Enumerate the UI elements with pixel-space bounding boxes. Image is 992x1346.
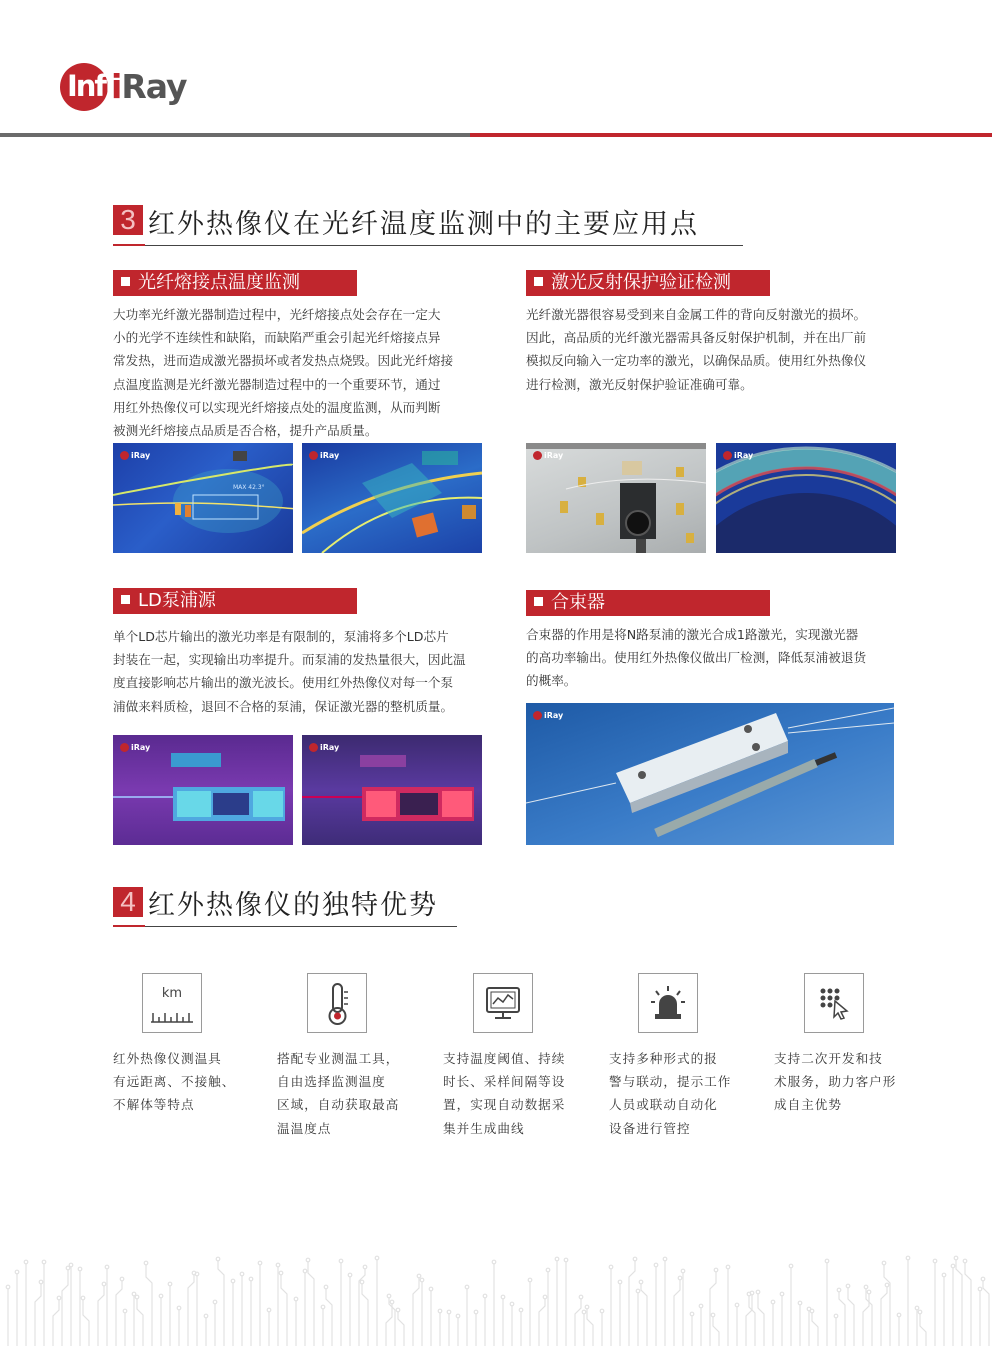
fusion-thermal-image-2	[302, 443, 482, 553]
text-line: 模拟反向输入一定功率的激光，以确保品质。使用红外热像仪	[526, 353, 867, 369]
text-line: 因此，高品质的光纤激光器需具备反射保护机制，并在出厂前	[526, 330, 867, 346]
text-line: 支持二次开发和技	[774, 1051, 883, 1066]
text-line: 封装在一起，实现输出功率提升。而泵浦的发热量很大，因此温	[113, 652, 466, 668]
ld-pump-thermal-image-1	[113, 735, 293, 845]
fusion-thermal-image-1	[113, 443, 293, 553]
max-temp-label: MAX 42.3°	[233, 484, 265, 491]
text-line: 浦做来料质检，退回不合格的泵浦，保证激光器的整机质量。	[113, 698, 454, 714]
text-line: 合束器的作用是将N路泵浦的激光合成1路激光，实现激光器	[526, 627, 859, 642]
feature-3-text	[443, 1047, 583, 1140]
text-line: 集并生成曲线	[443, 1120, 525, 1136]
fusion-heading-text: 光纤熔接点温度监测	[138, 272, 300, 293]
text-line: 有远距离、不接触、	[113, 1074, 236, 1090]
section-4-underline-accent	[113, 925, 145, 927]
feature-2-text	[277, 1047, 417, 1140]
text-line: 支持温度阈值、持续	[443, 1051, 566, 1066]
logo-prefix: Infi	[67, 69, 113, 103]
alarm-light-icon	[638, 973, 698, 1033]
text-line: 大功率光纤激光器制造过程中，光纤熔接点处会存在一定大	[113, 307, 441, 322]
fusion-heading	[113, 270, 357, 296]
feature-1-text	[113, 1047, 253, 1117]
logo-suffix: Ray	[121, 67, 187, 106]
text-line: 常发热，进而造成激光器损坏或者发热点烧毁。因此光纤熔接	[113, 353, 454, 369]
ld-pump-heading	[113, 588, 357, 614]
section-4-number: 4	[113, 887, 143, 917]
logo-mark	[60, 63, 113, 111]
text-line: 警与联动，提示工作	[609, 1074, 732, 1090]
text-line: 光纤激光器很容易受到来自金属工件的背向反射激光的损坏。	[526, 307, 867, 322]
combiner-photo	[526, 703, 894, 845]
section-3-number: 3	[113, 205, 143, 235]
text-line: 的高功率输出。使用红外热像仪做出厂检测，降低泵浦被退货	[526, 650, 867, 666]
section-3-underline-accent	[113, 244, 145, 246]
reflection-thermal-image	[716, 443, 896, 553]
feature-4-text	[609, 1047, 749, 1140]
section-4-title: 红外热像仪的独特优势	[148, 890, 438, 921]
text-line: 的概率。	[526, 673, 577, 689]
reflection-photo-1	[526, 443, 706, 553]
text-line: 不解体等特点	[113, 1097, 195, 1113]
monitor-chart-icon	[473, 973, 533, 1033]
distance-unit-label: km	[161, 986, 183, 1001]
image-watermark: iRay	[533, 711, 563, 720]
text-line: 被测光纤熔接点品质是否合格，提升产品质量。	[113, 423, 378, 439]
ld-pump-thermal-image-2	[302, 735, 482, 845]
ld-pump-paragraph	[113, 625, 483, 718]
text-line: 自由选择监测温度	[277, 1074, 386, 1090]
combiner-paragraph	[526, 623, 898, 693]
thermometer-icon	[307, 973, 367, 1033]
text-line: 人员或联动自动化	[609, 1097, 718, 1113]
distance-ruler-icon	[142, 973, 202, 1033]
text-line: 红外热像仪测温具	[113, 1051, 222, 1066]
text-line: 成自主优势	[774, 1097, 842, 1113]
text-line: 区域，自动获取最高	[277, 1097, 400, 1113]
fusion-paragraph	[113, 303, 483, 442]
header-rule-gray	[0, 133, 470, 137]
text-line: 小的光学不连续性和缺陷，而缺陷严重会引起光纤熔接点异	[113, 330, 441, 346]
image-watermark: iRay	[120, 743, 150, 752]
text-line: 搭配专业测温工具，	[277, 1051, 400, 1066]
text-line: 温温度点	[277, 1120, 332, 1136]
text-line: 度直接影响芯片输出的激光波长。使用红外热像仪对每一个泵	[113, 675, 454, 691]
feature-5-text	[774, 1047, 914, 1117]
brand-logo	[60, 58, 210, 116]
header-rule-red	[470, 133, 992, 137]
image-watermark: iRay	[533, 451, 563, 460]
reflection-heading	[526, 270, 770, 296]
text-line: 用红外热像仪可以实现光纤熔接点处的温度监测，从而判断	[113, 399, 441, 415]
text-line: 支持多种形式的报	[609, 1051, 718, 1066]
ld-pump-heading-text: LD泵浦源	[138, 590, 216, 611]
text-line: 设备进行管控	[609, 1120, 691, 1136]
reflection-paragraph	[526, 303, 898, 396]
combiner-heading	[526, 590, 770, 616]
text-line: 时长、采样间隔等设	[443, 1074, 566, 1090]
reflection-heading-text: 激光反射保护验证检测	[551, 272, 731, 293]
text-line: 置，实现自动数据采	[443, 1097, 566, 1113]
section-3-title: 红外热像仪在光纤温度监测中的主要应用点	[148, 209, 699, 240]
circuit-decoration	[0, 1250, 992, 1346]
logo-wordmark: iRay	[111, 67, 187, 106]
image-watermark: iRay	[309, 743, 339, 752]
section-3-underline	[145, 245, 743, 246]
text-line: 进行检测，激光反射保护验证准确可靠。	[526, 376, 753, 392]
image-watermark: iRay	[723, 451, 753, 460]
combiner-heading-text: 合束器	[551, 592, 605, 613]
section-4-underline	[145, 926, 457, 927]
text-line: 单个LD芯片输出的激光功率是有限制的，泵浦将多个LD芯片	[113, 629, 449, 644]
text-line: 术服务，助力客户形	[774, 1074, 897, 1090]
image-watermark: iRay	[309, 451, 339, 460]
sdk-grid-icon	[804, 973, 864, 1033]
image-watermark: iRay	[120, 451, 150, 460]
text-line: 点温度监测是光纤激光器制造过程中的一个重要环节，通过	[113, 376, 441, 392]
